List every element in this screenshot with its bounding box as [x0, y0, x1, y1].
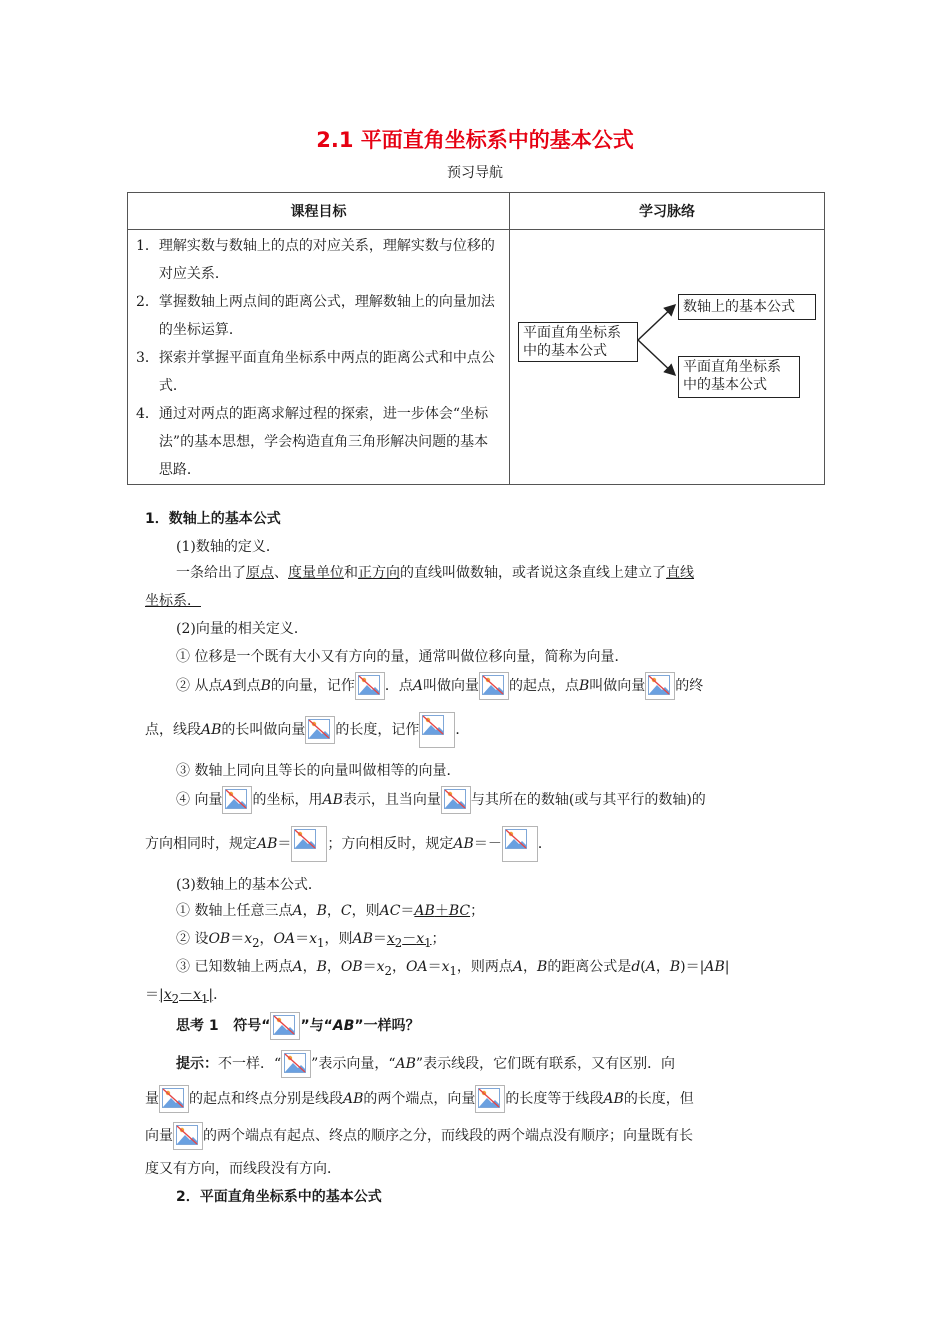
goal-number: 1． — [136, 238, 159, 254]
page-title: 2.1 平面直角坐标系中的基本公式 — [316, 128, 634, 152]
section-subtitle: 预习导航 — [447, 165, 503, 181]
broken-image-icon — [294, 829, 316, 849]
broken-image-icon — [478, 1088, 500, 1108]
vector-image-placeholder-icon — [159, 1085, 189, 1113]
goal-number: 3． — [136, 350, 159, 366]
goal-item — [136, 344, 501, 400]
broken-image-icon — [482, 675, 504, 695]
goal-text: 探索并掌握平面直角坐标系中两点的距离公式和中点公式． — [158, 350, 495, 394]
subsection-1-2: (2)向量的相关定义． — [176, 621, 308, 637]
formula-3: ③ 已知数轴上两点A，B，$OB=x_2$，$OA=x_1$，则两点A，B的距离公式是d(A，B)＝|AB| — [176, 959, 730, 978]
term-origin: 原点 — [246, 565, 274, 581]
hint-line-2: 量 的起点和终点分别是线段AB的两个端点，向量 的长度等于线段AB的长度，但 — [145, 1085, 694, 1113]
broken-image-icon — [505, 829, 527, 849]
term-direction: 正方向 — [358, 565, 400, 581]
concept-map-branch2 — [678, 356, 800, 398]
formula-1: ① 数轴上任意三点A，B，C，则AC＝AB＋BC； — [176, 903, 485, 919]
vector-def-4: ④ 向量 的坐标，用AB表示，且当向量 与其所在的数轴(或与其平行的数轴)的 — [176, 786, 706, 814]
formula-2: ② 设$OB=x_2$，$OA=x_1$，则$AB=x_2-x_1$； — [176, 931, 446, 950]
vector-image-placeholder-icon — [355, 672, 385, 700]
branch1-label: 数轴上的基本公式 — [683, 299, 795, 315]
goal-item — [136, 400, 501, 484]
hint-line-4: 度又有方向，而线段没有方向． — [145, 1161, 341, 1177]
vector-image-placeholder-icon — [173, 1122, 203, 1150]
broken-image-icon — [422, 715, 444, 735]
concept-map-cell — [510, 230, 825, 485]
axis-definition-line-1: 一条给出了原点、度量单位和正方向的直线叫做数轴，或者说这条直线上建立了直线 — [176, 565, 694, 581]
col-header-map: 学习脉络 — [510, 193, 825, 230]
vector-image-placeholder-icon — [291, 826, 327, 862]
goal-text: 掌握数轴上两点间的距离公式，理解数轴上的向量加法的坐标运算． — [158, 294, 495, 338]
vector-image-placeholder-icon — [305, 716, 335, 744]
broken-image-icon — [648, 675, 670, 695]
vector-image-placeholder-icon — [270, 1012, 300, 1040]
formula-3-cont: $=|x_2-x_1|$． — [145, 987, 228, 1006]
col-header-goals: 课程目标 — [128, 193, 510, 230]
broken-image-icon — [358, 675, 380, 695]
root-line: 中的基本公式 — [523, 343, 607, 359]
goal-number: 2． — [136, 294, 159, 310]
vector-def-2-cont: 点，线段AB的长叫做向量 的长度，记作 ． — [145, 712, 469, 748]
root-line: 平面直角坐标系 — [523, 325, 621, 341]
goal-text: 理解实数与数轴上的点的对应关系，理解实数与位移的对应关系． — [158, 238, 495, 282]
goal-item — [136, 288, 501, 344]
goals-table — [127, 192, 825, 485]
axis-definition-line-2: 坐标系． — [145, 593, 201, 609]
broken-image-icon — [273, 1015, 295, 1035]
vector-image-placeholder-icon — [475, 1085, 505, 1113]
vector-length-image-placeholder-icon — [419, 712, 455, 748]
vector-def-2: ② 从点A到点B的向量，记作 ．点A叫做向量 的起点，点B叫做向量 的终 — [176, 672, 703, 700]
branch2-line: 平面直角坐标系 — [683, 359, 781, 375]
broken-image-icon — [308, 719, 330, 739]
vector-def-4-cont: 方向相同时，规定AB＝ ；方向相反时，规定AB＝－ ． — [145, 826, 552, 862]
think-question: 思考 1 符号“ ”与“AB”一样吗？ — [176, 1012, 420, 1040]
vector-image-placeholder-icon — [479, 672, 509, 700]
arrow-to-branch1 — [638, 305, 675, 340]
hint-line-1: 提示：不一样．“ ”表示向量，“AB”表示线段，它们既有联系，又有区别．向 — [176, 1050, 675, 1078]
term-coord-system: 直线 — [666, 565, 694, 581]
goal-number: 4． — [136, 406, 159, 422]
section-1-heading: 1．数轴上的基本公式 — [145, 511, 281, 527]
vector-image-placeholder-icon — [502, 826, 538, 862]
broken-image-icon — [284, 1053, 306, 1073]
section-2-heading: 2．平面直角坐标系中的基本公式 — [176, 1189, 382, 1205]
branch2-line: 中的基本公式 — [683, 377, 767, 393]
broken-image-icon — [225, 789, 247, 809]
concept-map-branch1 — [678, 294, 816, 320]
vector-def-1: ① 位移是一个既有大小又有方向的量，通常叫做位移向量，简称为向量． — [176, 649, 629, 665]
goals-cell — [128, 230, 510, 485]
term-unit: 度量单位 — [288, 565, 344, 581]
vector-image-placeholder-icon — [441, 786, 471, 814]
arrow-to-branch2 — [638, 340, 675, 375]
vector-image-placeholder-icon — [645, 672, 675, 700]
broken-image-icon — [444, 789, 466, 809]
goal-text: 通过对两点的距离求解过程的探索，进一步体会“坐标法”的基本思想，学会构造直角三角形解决问题的基本思路． — [158, 406, 489, 478]
subsection-1-3: (3)数轴上的基本公式． — [176, 877, 322, 893]
broken-image-icon — [162, 1088, 184, 1108]
vector-def-3: ③ 数轴上同向且等长的向量叫做相等的向量． — [176, 763, 461, 779]
concept-map-root — [518, 322, 638, 362]
subsection-1-1: (1)数轴的定义． — [176, 539, 280, 555]
vector-image-placeholder-icon — [222, 786, 252, 814]
goal-item — [136, 232, 501, 288]
broken-image-icon — [176, 1125, 198, 1145]
hint-line-3: 向量 的两个端点有起点、终点的顺序之分，而线段的两个端点没有顺序；向量既有长 — [145, 1122, 693, 1150]
vector-image-placeholder-icon — [281, 1050, 311, 1078]
